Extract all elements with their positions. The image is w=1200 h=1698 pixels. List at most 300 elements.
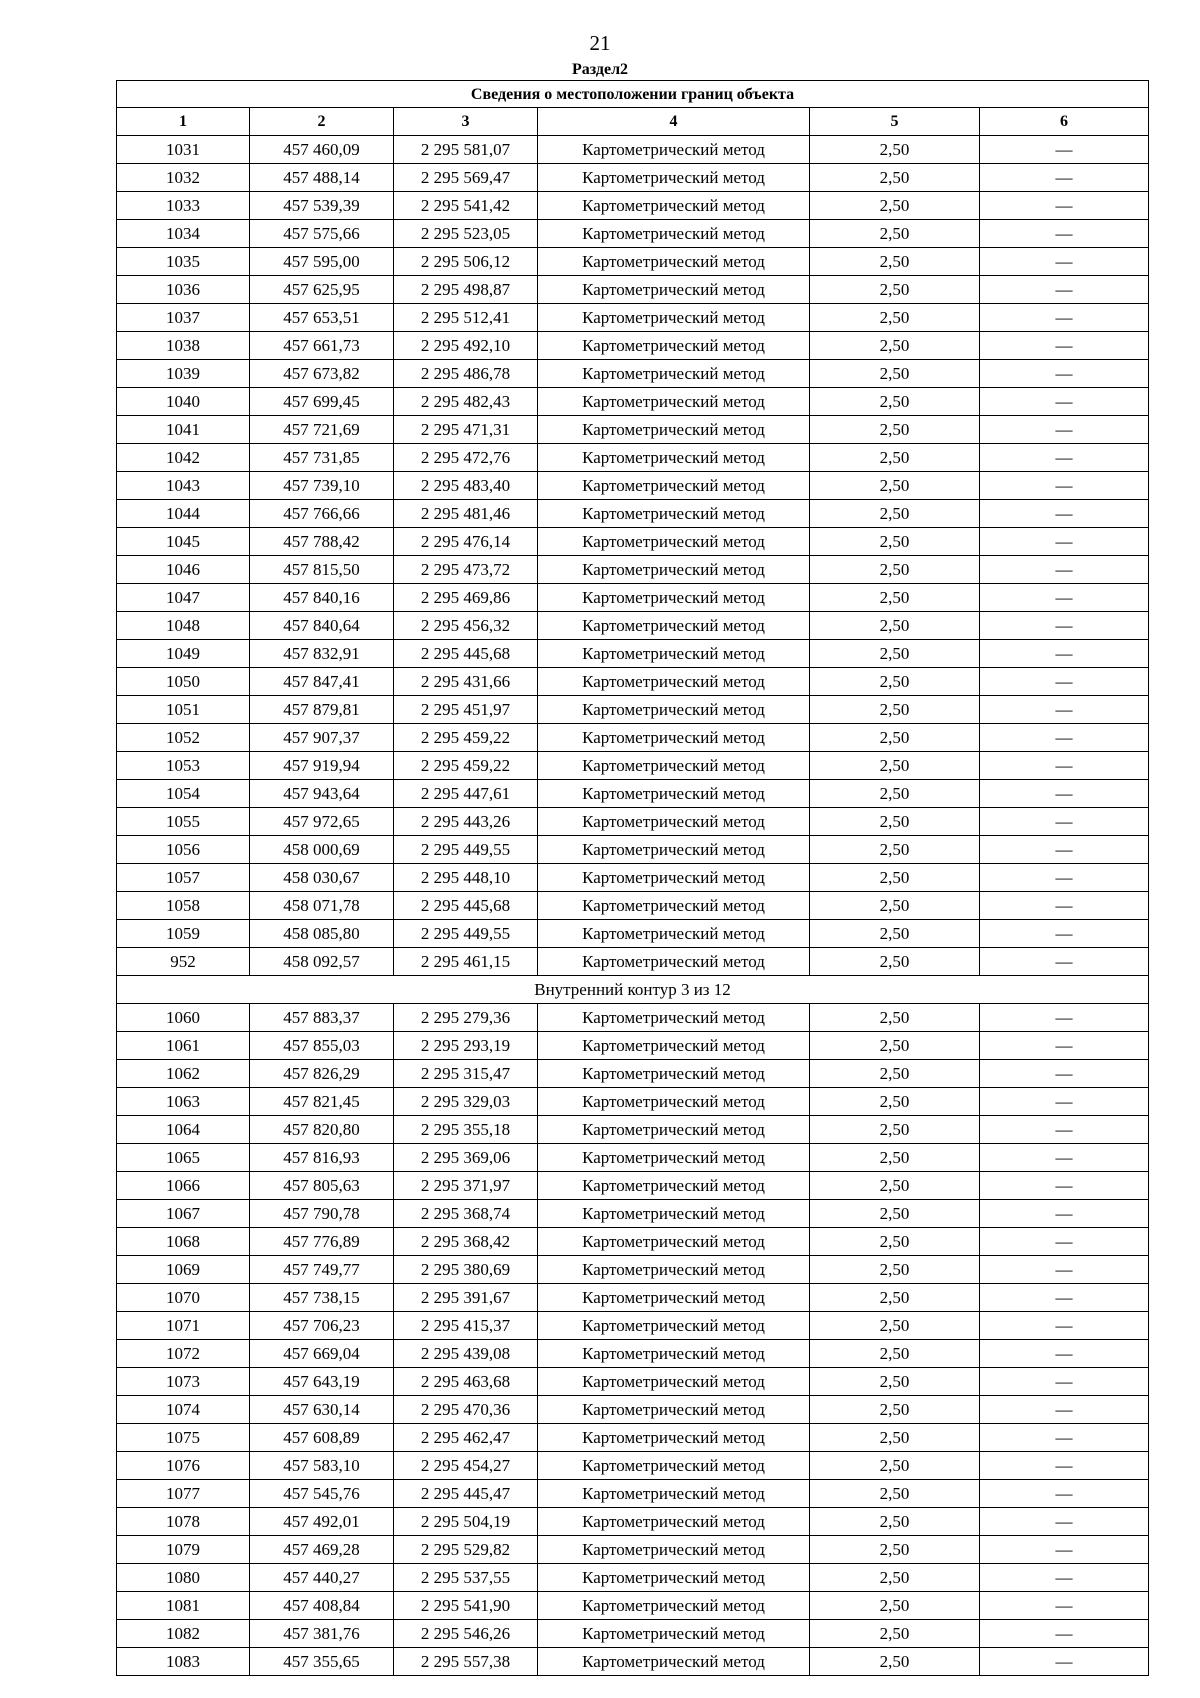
table-cell: 1073: [117, 1368, 250, 1396]
table-cell: Картометрический метод: [538, 1200, 810, 1228]
table-cell: —: [980, 1480, 1149, 1508]
table-cell: —: [980, 1592, 1149, 1620]
table-cell: 2,50: [810, 1620, 980, 1648]
table-cell: 2 295 546,26: [394, 1620, 538, 1648]
table-row: [117, 1004, 1149, 1032]
table-cell: Картометрический метод: [538, 1032, 810, 1060]
table-cell: —: [980, 1620, 1149, 1648]
table-cell: —: [980, 752, 1149, 780]
table-cell: —: [980, 1172, 1149, 1200]
table-cell: 458 085,80: [250, 920, 394, 948]
table-cell: —: [980, 668, 1149, 696]
table-cell: 1067: [117, 1200, 250, 1228]
table-row: [117, 1564, 1149, 1592]
table-cell: 2,50: [810, 1396, 980, 1424]
table-cell: 1075: [117, 1424, 250, 1452]
table-cell: Картометрический метод: [538, 780, 810, 808]
table-cell: 2 295 368,42: [394, 1228, 538, 1256]
table-cell: 457 488,14: [250, 164, 394, 192]
table-row: [117, 1592, 1149, 1620]
table-cell: 2,50: [810, 1200, 980, 1228]
table-cell: 2 295 581,07: [394, 136, 538, 164]
table-cell: 457 630,14: [250, 1396, 394, 1424]
table-cell: 457 706,23: [250, 1312, 394, 1340]
table-row: [117, 1312, 1149, 1340]
table-cell: 2,50: [810, 304, 980, 332]
table-cell: —: [980, 1116, 1149, 1144]
table-cell: 1065: [117, 1144, 250, 1172]
table-row: [117, 444, 1149, 472]
table-cell: 2 295 293,19: [394, 1032, 538, 1060]
table-cell: 457 673,82: [250, 360, 394, 388]
table-cell: —: [980, 1536, 1149, 1564]
table-cell: 2,50: [810, 1172, 980, 1200]
table-cell: 1040: [117, 388, 250, 416]
table-cell: —: [980, 1144, 1149, 1172]
table-cell: 1069: [117, 1256, 250, 1284]
table-cell: 2,50: [810, 1592, 980, 1620]
table-cell: 457 919,94: [250, 752, 394, 780]
table-cell: 1037: [117, 304, 250, 332]
table-cell: 2 295 512,41: [394, 304, 538, 332]
table-cell: 2,50: [810, 276, 980, 304]
table-cell: —: [980, 1088, 1149, 1116]
table-cell: 952: [117, 948, 250, 976]
table-cell: 457 625,95: [250, 276, 394, 304]
table-cell: 2 295 454,27: [394, 1452, 538, 1480]
table-cell: 1038: [117, 332, 250, 360]
table-cell: 457 943,64: [250, 780, 394, 808]
table-cell: 457 595,00: [250, 248, 394, 276]
table-cell: 1041: [117, 416, 250, 444]
table-cell: 2,50: [810, 444, 980, 472]
table-cell: 1054: [117, 780, 250, 808]
table-cell: —: [980, 192, 1149, 220]
table-cell: 2 295 472,76: [394, 444, 538, 472]
table-cell: 457 832,91: [250, 640, 394, 668]
table-cell: 1077: [117, 1480, 250, 1508]
table-cell: 457 855,03: [250, 1032, 394, 1060]
table-cell: 1058: [117, 892, 250, 920]
table-cell: 1063: [117, 1088, 250, 1116]
table-row: [117, 304, 1149, 332]
table-cell: Картометрический метод: [538, 556, 810, 584]
table-cell: Картометрический метод: [538, 472, 810, 500]
table-cell: 2,50: [810, 584, 980, 612]
table-cell: —: [980, 1368, 1149, 1396]
table-cell: Картометрический метод: [538, 724, 810, 752]
table-cell: Картометрический метод: [538, 416, 810, 444]
table-row: [117, 1536, 1149, 1564]
table-cell: 2 295 504,19: [394, 1508, 538, 1536]
table-cell: —: [980, 1004, 1149, 1032]
table-cell: 2 295 279,36: [394, 1004, 538, 1032]
table-cell: Картометрический метод: [538, 1312, 810, 1340]
table-cell: Картометрический метод: [538, 500, 810, 528]
table-cell: 457 408,84: [250, 1592, 394, 1620]
table-cell: 2,50: [810, 1284, 980, 1312]
table-cell: —: [980, 1564, 1149, 1592]
column-header: 3: [394, 108, 538, 136]
table-cell: 457 608,89: [250, 1424, 394, 1452]
table-cell: 457 545,76: [250, 1480, 394, 1508]
table-cell: Картометрический метод: [538, 1620, 810, 1648]
table-row: [117, 248, 1149, 276]
table-cell: 2 295 445,47: [394, 1480, 538, 1508]
table-cell: 1078: [117, 1508, 250, 1536]
table-cell: Картометрический метод: [538, 1368, 810, 1396]
table-cell: —: [980, 1508, 1149, 1536]
table-cell: 2 295 482,43: [394, 388, 538, 416]
table-cell: —: [980, 1452, 1149, 1480]
table-row: [117, 780, 1149, 808]
table-cell: 457 883,37: [250, 1004, 394, 1032]
table-cell: 1062: [117, 1060, 250, 1088]
table-cell: 2 295 481,46: [394, 500, 538, 528]
table-cell: —: [980, 360, 1149, 388]
table-cell: 2,50: [810, 724, 980, 752]
table-cell: 2 295 461,15: [394, 948, 538, 976]
table-cell: 2 295 537,55: [394, 1564, 538, 1592]
table-cell: 2 295 447,61: [394, 780, 538, 808]
table-cell: 2,50: [810, 668, 980, 696]
table-cell: —: [980, 696, 1149, 724]
table-cell: 2,50: [810, 892, 980, 920]
table-cell: Картометрический метод: [538, 892, 810, 920]
table-cell: 457 721,69: [250, 416, 394, 444]
table-cell: —: [980, 472, 1149, 500]
table-cell: Картометрический метод: [538, 1228, 810, 1256]
table-row: [117, 1424, 1149, 1452]
table-row: [117, 360, 1149, 388]
table-cell: —: [980, 1396, 1149, 1424]
table-cell: 2,50: [810, 416, 980, 444]
table-cell: 2,50: [810, 1116, 980, 1144]
table-cell: 2 295 391,67: [394, 1284, 538, 1312]
table-row: [117, 1648, 1149, 1676]
table-cell: 2,50: [810, 164, 980, 192]
table-cell: 2,50: [810, 248, 980, 276]
table-cell: Картометрический метод: [538, 192, 810, 220]
table-cell: 1061: [117, 1032, 250, 1060]
table-cell: 457 790,78: [250, 1200, 394, 1228]
table-cell: Картометрический метод: [538, 1060, 810, 1088]
table-cell: —: [980, 864, 1149, 892]
table-cell: 1049: [117, 640, 250, 668]
table-row: [117, 1508, 1149, 1536]
table-cell: 2 295 541,42: [394, 192, 538, 220]
table-cell: Картометрический метод: [538, 948, 810, 976]
table-cell: 457 669,04: [250, 1340, 394, 1368]
table-cell: 458 000,69: [250, 836, 394, 864]
table-cell: 457 575,66: [250, 220, 394, 248]
table-row: [117, 416, 1149, 444]
table-cell: —: [980, 1060, 1149, 1088]
table-cell: Картометрический метод: [538, 220, 810, 248]
table-cell: 457 840,64: [250, 612, 394, 640]
table-cell: 457 381,76: [250, 1620, 394, 1648]
table-cell: 2 295 448,10: [394, 864, 538, 892]
table-cell: —: [980, 836, 1149, 864]
table-cell: 1057: [117, 864, 250, 892]
table-cell: 457 776,89: [250, 1228, 394, 1256]
table-row: [117, 668, 1149, 696]
table-cell: —: [980, 1256, 1149, 1284]
column-header: 1: [117, 108, 250, 136]
table-cell: —: [980, 1032, 1149, 1060]
table-row: [117, 1032, 1149, 1060]
table-cell: 1056: [117, 836, 250, 864]
table-cell: —: [980, 276, 1149, 304]
table-cell: 457 821,45: [250, 1088, 394, 1116]
table-cell: —: [980, 416, 1149, 444]
table-cell: 2 295 449,55: [394, 920, 538, 948]
table-cell: —: [980, 388, 1149, 416]
table-cell: Картометрический метод: [538, 1480, 810, 1508]
table-cell: 457 805,63: [250, 1172, 394, 1200]
table-cell: 1034: [117, 220, 250, 248]
table-cell: 2 295 415,37: [394, 1312, 538, 1340]
table-cell: 2 295 469,86: [394, 584, 538, 612]
table-cell: —: [980, 612, 1149, 640]
table-cell: Картометрический метод: [538, 1564, 810, 1592]
table-cell: 2 295 529,82: [394, 1536, 538, 1564]
table-cell: Картометрический метод: [538, 1396, 810, 1424]
table-cell: 2,50: [810, 640, 980, 668]
table-cell: 2 295 483,40: [394, 472, 538, 500]
table-cell: —: [980, 892, 1149, 920]
table-cell: 457 815,50: [250, 556, 394, 584]
table-cell: 2,50: [810, 1060, 980, 1088]
section-title: Раздел2: [571, 61, 629, 78]
table-cell: 457 847,41: [250, 668, 394, 696]
table-cell: 2 295 355,18: [394, 1116, 538, 1144]
table-cell: Картометрический метод: [538, 136, 810, 164]
table-row: [117, 556, 1149, 584]
table-cell: 457 749,77: [250, 1256, 394, 1284]
table-cell: 458 030,67: [250, 864, 394, 892]
table-cell: 2 295 523,05: [394, 220, 538, 248]
table-cell: 1053: [117, 752, 250, 780]
table-row: [117, 836, 1149, 864]
table-cell: 1074: [117, 1396, 250, 1424]
page-number: 21: [589, 31, 611, 55]
table-cell: 2 295 506,12: [394, 248, 538, 276]
table-cell: —: [980, 724, 1149, 752]
table-cell: Картометрический метод: [538, 304, 810, 332]
table-row: [117, 584, 1149, 612]
table-cell: 457 739,10: [250, 472, 394, 500]
table-cell: —: [980, 920, 1149, 948]
table-cell: 2,50: [810, 136, 980, 164]
table-cell: 458 092,57: [250, 948, 394, 976]
coordinates-table: [116, 80, 1149, 1676]
table-cell: 1039: [117, 360, 250, 388]
table-cell: 1071: [117, 1312, 250, 1340]
table-row: [117, 388, 1149, 416]
table-row: [117, 752, 1149, 780]
table-cell: 2 295 470,36: [394, 1396, 538, 1424]
table-row: [117, 1088, 1149, 1116]
table-cell: 2,50: [810, 780, 980, 808]
table-cell: Картометрический метод: [538, 1424, 810, 1452]
table-cell: 2,50: [810, 1508, 980, 1536]
table-cell: 1045: [117, 528, 250, 556]
table-cell: 1080: [117, 1564, 250, 1592]
table-cell: —: [980, 556, 1149, 584]
table-cell: Картометрический метод: [538, 1648, 810, 1676]
table-cell: —: [980, 444, 1149, 472]
table-cell: —: [980, 528, 1149, 556]
table-title: Сведения о местоположении границ объекта: [117, 81, 1149, 108]
table-cell: 2,50: [810, 556, 980, 584]
table-cell: 457 583,10: [250, 1452, 394, 1480]
table-row: [117, 1172, 1149, 1200]
table-cell: 457 355,65: [250, 1648, 394, 1676]
table-row: [117, 1228, 1149, 1256]
table-row: [117, 332, 1149, 360]
table-cell: 2,50: [810, 1340, 980, 1368]
table-cell: 2 295 492,10: [394, 332, 538, 360]
table-cell: 2 295 449,55: [394, 836, 538, 864]
column-header: 5: [810, 108, 980, 136]
table-cell: 1082: [117, 1620, 250, 1648]
table-row: [117, 1060, 1149, 1088]
table-title-row: [117, 81, 1149, 108]
table-cell: 1050: [117, 668, 250, 696]
table-cell: 1051: [117, 696, 250, 724]
table-cell: —: [980, 1284, 1149, 1312]
table-cell: 1064: [117, 1116, 250, 1144]
table-cell: 2,50: [810, 500, 980, 528]
table-cell: 457 653,51: [250, 304, 394, 332]
table-body: [117, 136, 1149, 1676]
table-cell: —: [980, 220, 1149, 248]
table-cell: 2,50: [810, 948, 980, 976]
table-cell: 1032: [117, 164, 250, 192]
table-cell: 457 820,80: [250, 1116, 394, 1144]
table-cell: 457 460,09: [250, 136, 394, 164]
table-cell: —: [980, 1648, 1149, 1676]
table-cell: 2,50: [810, 1368, 980, 1396]
table-cell: —: [980, 780, 1149, 808]
table-cell: 457 879,81: [250, 696, 394, 724]
table-cell: Картометрический метод: [538, 1452, 810, 1480]
table-row: [117, 724, 1149, 752]
table-cell: Картометрический метод: [538, 696, 810, 724]
table-cell: 457 699,45: [250, 388, 394, 416]
table-cell: 2 295 451,97: [394, 696, 538, 724]
table-cell: 2 295 445,68: [394, 892, 538, 920]
table-cell: Картометрический метод: [538, 1508, 810, 1536]
table-cell: 2 295 368,74: [394, 1200, 538, 1228]
column-header-row: [117, 108, 1149, 136]
table-cell: Картометрический метод: [538, 808, 810, 836]
table-cell: Картометрический метод: [538, 332, 810, 360]
table-row: [117, 1368, 1149, 1396]
table-cell: 457 440,27: [250, 1564, 394, 1592]
table-cell: 2,50: [810, 808, 980, 836]
contour-label-row: [117, 976, 1149, 1004]
table-cell: Картометрический метод: [538, 1284, 810, 1312]
table-cell: 2,50: [810, 1480, 980, 1508]
table-cell: Картометрический метод: [538, 276, 810, 304]
table-cell: Картометрический метод: [538, 584, 810, 612]
table-cell: —: [980, 1340, 1149, 1368]
table-cell: 457 766,66: [250, 500, 394, 528]
table-cell: —: [980, 640, 1149, 668]
table-cell: 457 661,73: [250, 332, 394, 360]
table-row: [117, 1116, 1149, 1144]
table-row: [117, 612, 1149, 640]
table-cell: 2,50: [810, 1144, 980, 1172]
table-cell: 457 469,28: [250, 1536, 394, 1564]
table-cell: 2,50: [810, 1004, 980, 1032]
table-cell: Картометрический метод: [538, 1088, 810, 1116]
table-cell: 1047: [117, 584, 250, 612]
table-cell: 2 295 569,47: [394, 164, 538, 192]
table-cell: Картометрический метод: [538, 444, 810, 472]
table-cell: 2 295 369,06: [394, 1144, 538, 1172]
table-cell: —: [980, 304, 1149, 332]
table-cell: 2 295 486,78: [394, 360, 538, 388]
table-cell: 1081: [117, 1592, 250, 1620]
table-cell: —: [980, 164, 1149, 192]
table-cell: Картометрический метод: [538, 920, 810, 948]
table-row: [117, 696, 1149, 724]
table-cell: 2 295 463,68: [394, 1368, 538, 1396]
table-cell: 2 295 498,87: [394, 276, 538, 304]
table-cell: 2 295 445,68: [394, 640, 538, 668]
table-cell: 1076: [117, 1452, 250, 1480]
table-cell: 1042: [117, 444, 250, 472]
table-cell: 2 295 443,26: [394, 808, 538, 836]
table-row: [117, 1284, 1149, 1312]
table-cell: Картометрический метод: [538, 1256, 810, 1284]
table-cell: —: [980, 1228, 1149, 1256]
table-cell: 2 295 315,47: [394, 1060, 538, 1088]
table-cell: 457 788,42: [250, 528, 394, 556]
table-cell: 2 295 462,47: [394, 1424, 538, 1452]
table-cell: 2 295 431,66: [394, 668, 538, 696]
table-row: [117, 528, 1149, 556]
table-cell: 2 295 541,90: [394, 1592, 538, 1620]
table-cell: 2 295 471,31: [394, 416, 538, 444]
table-cell: 1079: [117, 1536, 250, 1564]
column-header: 4: [538, 108, 810, 136]
table-cell: 1035: [117, 248, 250, 276]
table-cell: 2,50: [810, 1452, 980, 1480]
table-row: [117, 500, 1149, 528]
table-cell: Картометрический метод: [538, 864, 810, 892]
table-cell: 1046: [117, 556, 250, 584]
column-header: 2: [250, 108, 394, 136]
table-cell: 2 295 371,97: [394, 1172, 538, 1200]
table-cell: 2 295 459,22: [394, 752, 538, 780]
table-cell: 457 539,39: [250, 192, 394, 220]
table-row: [117, 472, 1149, 500]
table-cell: 2 295 329,03: [394, 1088, 538, 1116]
table-cell: 2,50: [810, 1564, 980, 1592]
table-row: [117, 1620, 1149, 1648]
contour-label: Внутренний контур 3 из 12: [117, 976, 1149, 1004]
table-cell: 2,50: [810, 220, 980, 248]
table-cell: 2,50: [810, 388, 980, 416]
table-cell: 2,50: [810, 1256, 980, 1284]
table-cell: —: [980, 808, 1149, 836]
table-cell: Картометрический метод: [538, 528, 810, 556]
table-cell: —: [980, 1200, 1149, 1228]
